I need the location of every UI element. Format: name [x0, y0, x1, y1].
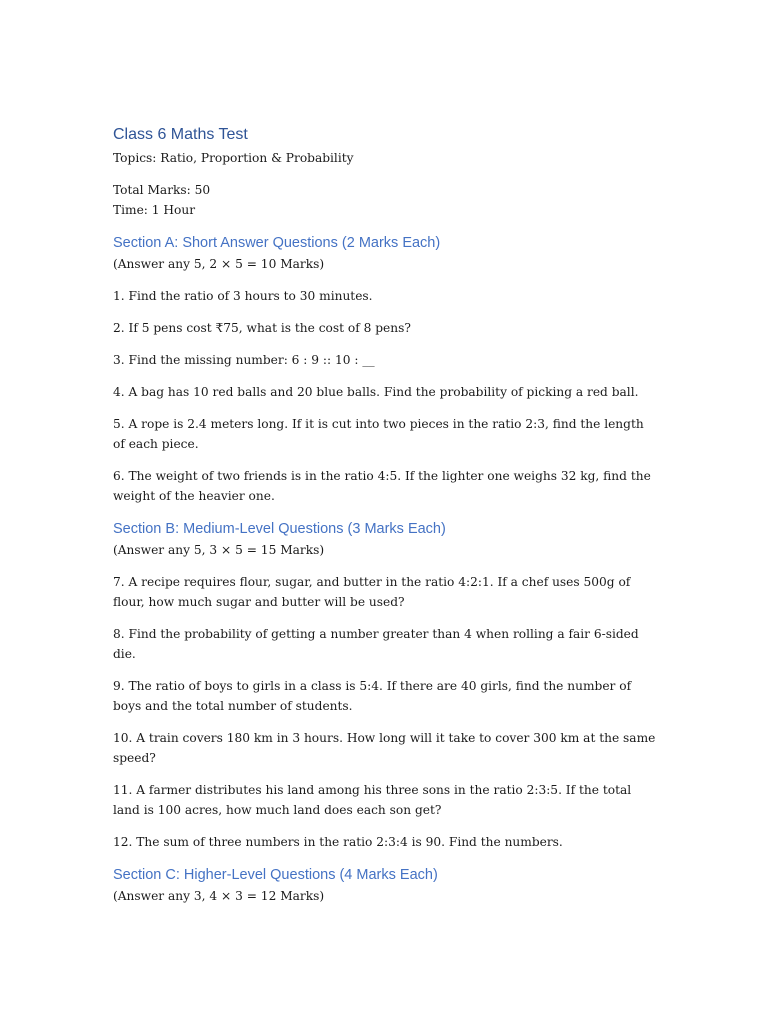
section-a-heading: Section A: Short Answer Questions (2 Marks Each) [113, 235, 441, 251]
section-c-instruction: (Answer any 3, 4 × 3 = 12 Marks) [113, 889, 325, 903]
document-title: Class 6 Maths Test [113, 126, 248, 143]
question-8: 8. Find the probability of getting a number greater than 4 when rolling a fair 6-sided die. [113, 627, 639, 661]
question-9: 9. The ratio of boys to girls in a class is 5:4. If there are 40 girls, find the number of boys and the total number of students. [113, 679, 632, 713]
question-2: 2. If 5 pens cost ₹75, what is the cost of 8 pens? [113, 321, 411, 335]
question-6: 6. The weight of two friends is in the ratio 4:5. If the lighter one weighs 32 kg, find the weight of the heavier one. [113, 469, 651, 503]
section-b-instruction: (Answer any 5, 3 × 5 = 15 Marks) [113, 543, 325, 557]
total-marks-line: Total Marks: 50 [113, 183, 211, 197]
question-3: 3. Find the missing number: 6 : 9 :: 10 : __ [113, 353, 375, 367]
section-a-instruction: (Answer any 5, 2 × 5 = 10 Marks) [113, 257, 325, 271]
section-c [113, 864, 658, 906]
question-11: 11. A farmer distributes his land among his three sons in the ratio 2:3:5. If the total land is 100 acres, how much land does each son get? [113, 783, 632, 817]
section-c-heading: Section C: Higher-Level Questions (4 Marks Each) [113, 867, 438, 883]
question-10: 10. A train covers 180 km in 3 hours. How long will it take to cover 300 km at the same speed? [113, 731, 656, 765]
question-7: 7. A recipe requires flour, sugar, and butter in the ratio 4:2:1. If a chef uses 500g of flour, how much sugar and butter will be used? [113, 575, 631, 609]
question-5: 5. A rope is 2.4 meters long. If it is cut into two pieces in the ratio 2:3, find the length of each piece. [113, 417, 644, 451]
question-12: 12. The sum of three numbers in the ratio 2:3:4 is 90. Find the numbers. [113, 835, 563, 849]
question-4: 4. A bag has 10 red balls and 20 blue balls. Find the probability of picking a red ball. [113, 385, 639, 399]
section-b [113, 518, 658, 852]
section-a [113, 232, 658, 506]
section-b-heading: Section B: Medium-Level Questions (3 Marks Each) [113, 521, 446, 537]
topics-line: Topics: Ratio, Proportion & Probability [113, 151, 354, 165]
document-page [113, 124, 658, 906]
question-1: 1. Find the ratio of 3 hours to 30 minutes. [113, 289, 373, 303]
time-line: Time: 1 Hour [113, 203, 196, 217]
